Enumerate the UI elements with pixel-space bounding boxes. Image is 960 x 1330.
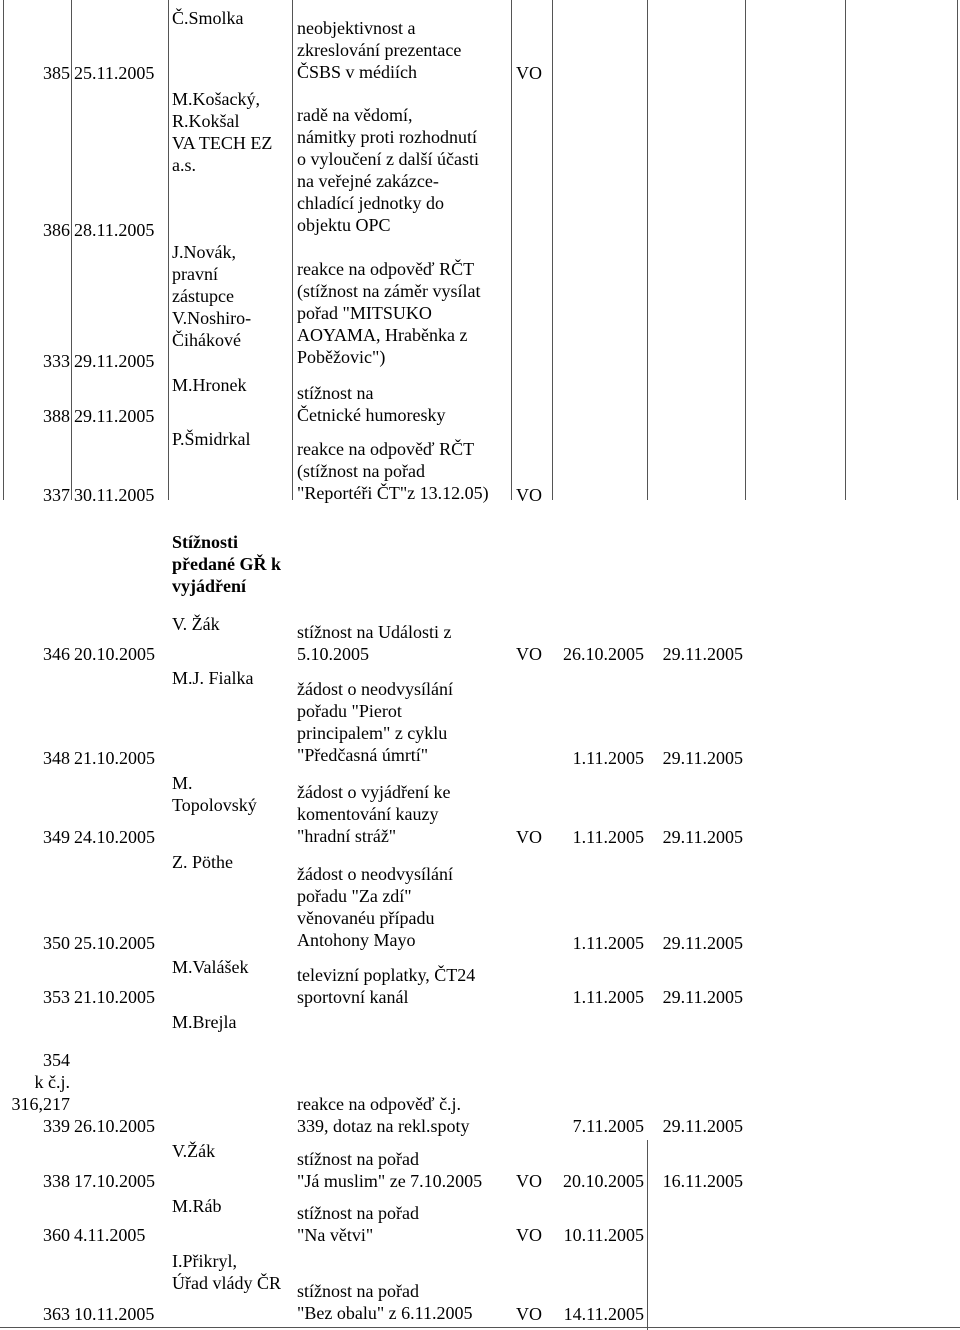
grid-line [3, 0, 4, 500]
row-date: 24.10.2005 [74, 827, 155, 847]
row-subject: reakce na odpověď č.j. 339, dotaz na rekl.spoty [297, 1094, 470, 1136]
row-person: P.Šmidrkal [172, 429, 251, 449]
row-date: 21.10.2005 [74, 748, 155, 768]
row-vo: VO [516, 827, 542, 847]
row-subject: žádost o neodvysílání pořadu "Za zdí" věnovanéu případu Antohony Mayo [297, 864, 453, 950]
row-subject: stížnost na pořad "Na větvi" [297, 1203, 419, 1245]
row-number: 360 [43, 1225, 70, 1245]
row-subject: žádost o vyjádření ke komentování kauzy "hradní stráž" [297, 782, 451, 846]
row-received-date: 1.11.2005 [572, 827, 644, 847]
row-received-date: 1.11.2005 [572, 748, 644, 768]
row-person: M.Košacký, R.Kokšal VA TECH EZ a.s. [172, 89, 273, 175]
row-person: Č.Smolka [172, 8, 244, 28]
row-received-date: 10.11.2005 [563, 1225, 644, 1245]
row-reply-date: 16.11.2005 [662, 1171, 743, 1191]
row-person: M.Hronek [172, 375, 247, 395]
row-received-date: 26.10.2005 [563, 644, 644, 664]
row-person: M. Topolovský [172, 773, 257, 815]
row-reply-date: 29.11.2005 [662, 933, 743, 953]
row-number: 354 k č.j. 316,217 339 [11, 1050, 70, 1136]
row-date: 29.11.2005 [74, 351, 155, 371]
grid-line [511, 0, 512, 500]
row-vo: VO [516, 1225, 542, 1245]
row-number: 337 [43, 485, 70, 505]
row-reply-date: 29.11.2005 [662, 827, 743, 847]
row-number: 346 [43, 644, 70, 664]
row-person: V. Žák [172, 614, 220, 634]
row-subject: televizní poplatky, ČT24 sportovní kanál [297, 965, 476, 1007]
row-received-date: 1.11.2005 [572, 987, 644, 1007]
row-date: 21.10.2005 [74, 987, 155, 1007]
row-number: 363 [43, 1304, 70, 1324]
row-date: 17.10.2005 [74, 1171, 155, 1191]
row-reply-date: 29.11.2005 [662, 644, 743, 664]
row-vo: VO [516, 63, 542, 83]
grid-line [647, 0, 648, 500]
row-date: 20.10.2005 [74, 644, 155, 664]
row-subject: stížnost na pořad "Já muslim" ze 7.10.2005 [297, 1149, 483, 1191]
row-subject: reakce na odpověď RČT (stížnost na záměr vysílat pořad "MITSUKO AOYAMA, Hraběnka z Poběžovic") [297, 259, 481, 367]
row-date: 4.11.2005 [74, 1225, 146, 1245]
row-vo: VO [516, 644, 542, 664]
row-number: 350 [43, 933, 70, 953]
row-received-date: 1.11.2005 [572, 933, 644, 953]
row-number: 338 [43, 1171, 70, 1191]
grid-line [71, 0, 72, 500]
grid-line [168, 0, 169, 500]
row-number: 386 [43, 220, 70, 240]
row-subject: stížnost na Události z 5.10.2005 [297, 622, 452, 664]
row-number: 333 [43, 351, 70, 371]
row-subject: žádost o neodvysílání pořadu "Pierot principalem" z cyklu "Předčasná úmrtí" [297, 679, 453, 765]
row-date: 29.11.2005 [74, 406, 155, 426]
row-date: 30.11.2005 [74, 485, 155, 505]
grid-line [0, 1327, 960, 1328]
row-subject: radě na vědomí, námitky proti rozhodnutí o vyloučení z další účasti na veřejné zakázce- chladící jednotky do objektu OPC [297, 105, 479, 235]
row-person: I.Přikryl, Úřad vlády ČR [172, 1251, 281, 1293]
row-person: Z. Pöthe [172, 852, 233, 872]
row-received-date: 20.10.2005 [563, 1171, 644, 1191]
row-date: 10.11.2005 [74, 1304, 155, 1324]
grid-line [552, 0, 553, 500]
row-received-date: 14.11.2005 [563, 1304, 644, 1324]
row-date: 25.11.2005 [74, 63, 155, 83]
grid-line [647, 1140, 648, 1330]
row-number: 353 [43, 987, 70, 1007]
row-subject: neobjektivnost a zkreslování prezentace ČSBS v médiích [297, 18, 462, 82]
row-reply-date: 29.11.2005 [662, 987, 743, 1007]
row-date: 25.10.2005 [74, 933, 155, 953]
row-received-date: 7.11.2005 [572, 1116, 644, 1136]
row-vo: VO [516, 485, 542, 505]
grid-line [957, 0, 958, 500]
grid-line [845, 0, 846, 500]
row-date: 26.10.2005 [74, 1116, 155, 1136]
row-date: 28.11.2005 [74, 220, 155, 240]
section-heading: Stížnosti předané GŘ k vyjádření [172, 532, 282, 596]
row-person: M.Ráb [172, 1196, 222, 1216]
row-person: M.J. Fialka [172, 668, 254, 688]
row-person: V.Žák [172, 1141, 216, 1161]
row-person: M.Brejla [172, 1012, 237, 1032]
row-subject: reakce na odpověď RČT (stížnost na pořad "Reportéři ČT"z 13.12.05) [297, 439, 489, 503]
row-number: 385 [43, 63, 70, 83]
row-number: 388 [43, 406, 70, 426]
row-number: 348 [43, 748, 70, 768]
row-vo: VO [516, 1171, 542, 1191]
row-vo: VO [516, 1304, 542, 1324]
row-subject: stížnost na Četnické humoresky [297, 383, 446, 425]
grid-line [745, 0, 746, 500]
grid-line [292, 0, 293, 500]
row-number: 349 [43, 827, 70, 847]
row-person: M.Valášek [172, 957, 249, 977]
row-reply-date: 29.11.2005 [662, 748, 743, 768]
row-reply-date: 29.11.2005 [662, 1116, 743, 1136]
row-subject: stížnost na pořad "Bez obalu" z 6.11.2005 [297, 1281, 473, 1323]
row-person: J.Novák, pravní zástupce V.Noshiro- Čihákové [172, 242, 252, 350]
